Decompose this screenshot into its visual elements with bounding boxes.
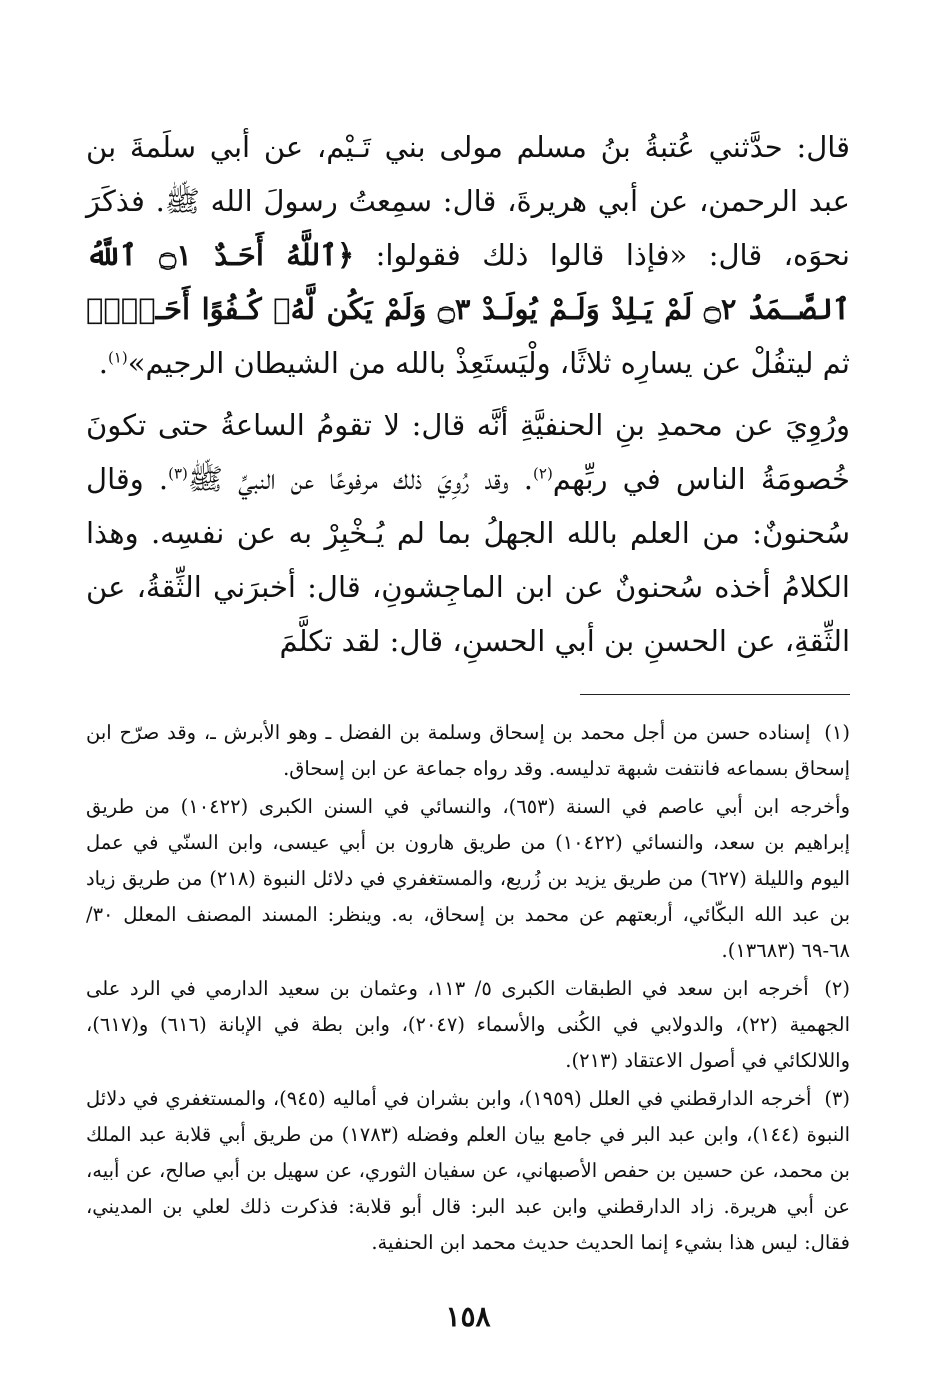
paragraph-2-part-2: . وقد رُوِيَ ذلك مرفوعًا عن النبيِّ ﷺ bbox=[187, 462, 534, 496]
paragraph-1 bbox=[86, 120, 850, 390]
page-number: ١٥٨ bbox=[445, 1300, 491, 1333]
footnote-separator bbox=[580, 694, 850, 695]
paragraph-1-continuation: ثم ليتفُلْ عن يسارِه ثلاثًا، ولْيَستَعِذْ بالله من الشيطان الرجيم» bbox=[127, 346, 850, 380]
paragraph-2 bbox=[86, 398, 850, 668]
footnote-1 bbox=[86, 715, 850, 787]
footnote-2-text: أخرجه ابن سعد في الطبقات الكبرى ٥/ ١١٣، وعثمان بن سعيد الدارمي في الرد على الجهمية (٢٢)، والدولابي في الكُنى والأسماء (٢٠٤٧)، وابن بطة في الإبانة (٦١٦) و(٦١٧)، واللالكائي في أصول الاعتقاد (٢١٣). bbox=[86, 977, 851, 1072]
footnote-2-number: (٢) bbox=[824, 977, 850, 1000]
paragraph-2-part-1: ورُوِيَ عن محمدِ بنِ الحنفيَّةِ أنَّه قال: لا تقومُ الساعةُ حتى تكونَ خُصومَةُ الناس في ربِّهم bbox=[86, 408, 850, 496]
quran-verse: ﴿ٱللَّهُ أَحَـدٌ ۝١ ٱللَّهُ ٱلصَّـمَدُ ۝٢ لَمْ يَـلِدْ وَلَـمْ يُولَـدْ ۝٣ وَلَمْ يَكُن لَّهُۥ كُـفُوًا أَحَـدٌۢ﴾ bbox=[86, 238, 850, 326]
paragraph-1-text: قال: حدَّثني عُتبةُ بنُ مسلم مولى بني تَـيْم، عن أبي سلَمةَ بن عبد الرحمن، عن أبي هريرةَ، قال: سمِعتُ رسولَ الله ﷺ. فذكَرَ نحوَه، قال: «فإذا قالوا ذلك فقولوا: bbox=[86, 130, 851, 272]
footnote-ref-3[interactable]: (٣) bbox=[168, 464, 188, 483]
footnote-3-text: أخرجه الدارقطني في العلل (١٩٥٩)، وابن بشران في أماليه (٩٤٥)، والمستغفري في دلائل النبوة (١٤٤)، وابن عبد البر في جامع بيان العلم وفضله (١٧٨٣) من طريق أبي قلابة عبد الملك بن محمد، عن حسين بن حفص الأصبهاني، عن سفيان الثوري، عن سهيل بن أبي صالح، عن أبيه، عن أبي هريرة. زاد الدارقطني وابن عبد البر: قال أبو قلابة: فذكرت ذلك لعلي بن المديني، فقال: ليس هذا بشيء إنما الحديث حديث محمد ابن الحنفية. bbox=[86, 1087, 850, 1254]
book-page bbox=[86, 120, 850, 1335]
main-text bbox=[86, 120, 850, 668]
footnote-1-number: (١) bbox=[824, 721, 850, 744]
footnote-ref-1[interactable]: (١) bbox=[107, 348, 128, 367]
footnote-1-continuation bbox=[86, 789, 850, 969]
footnote-2 bbox=[86, 971, 850, 1079]
paragraph-2-part-3: . وقال سُحنونٌ: من العلم بالله الجهلُ بما لم يُـخْبِرْ به عن نفسِه. وهذا الكلامُ أخذه سُحنونٌ عن ابن الماجِشونِ، قال: أخبرَني الثِّقةُ، عن الثِّقةِ، عن الحسنِ بن أبي الحسنِ، قال: لقد تكلَّمَ bbox=[86, 462, 850, 658]
footnote-3 bbox=[86, 1081, 850, 1261]
footnote-3-number: (٣) bbox=[824, 1087, 851, 1110]
footnote-1-text-2: وأخرجه ابن أبي عاصم في السنة (٦٥٣)، والنسائي في السنن الكبرى (١٠٤٢٢) من طريق إبراهيم بن سعد، والنسائي (١٠٤٢٢) من طريق هارون بن أبي عيسى، وابن السنّي في عمل اليوم والليلة (٦٢٧) من طريق يزيد بن زُريع، والمستغفري في دلائل النبوة (٢١٨) من طريق زياد بن عبد الله البكّائي، أربعتهم عن محمد بن إسحاق، به. وينظر: المسند المصنف المعلل ٣٠/ ٦٨-٦٩ (١٣٦٨٣). bbox=[86, 795, 851, 962]
footnotes bbox=[86, 715, 850, 1261]
paragraph-1-end: . bbox=[98, 346, 108, 380]
footnote-1-text: إسناده حسن من أجل محمد بن إسحاق وسلمة بن الفضل ـ وهو الأبرش ـ، وقد صرّح ابن إسحاق بسماعه فانتفت شبهة تدليسه. وقد رواه جماعة عن ابن إسحاق. bbox=[86, 721, 850, 780]
footnote-ref-2[interactable]: (٢) bbox=[533, 464, 553, 483]
